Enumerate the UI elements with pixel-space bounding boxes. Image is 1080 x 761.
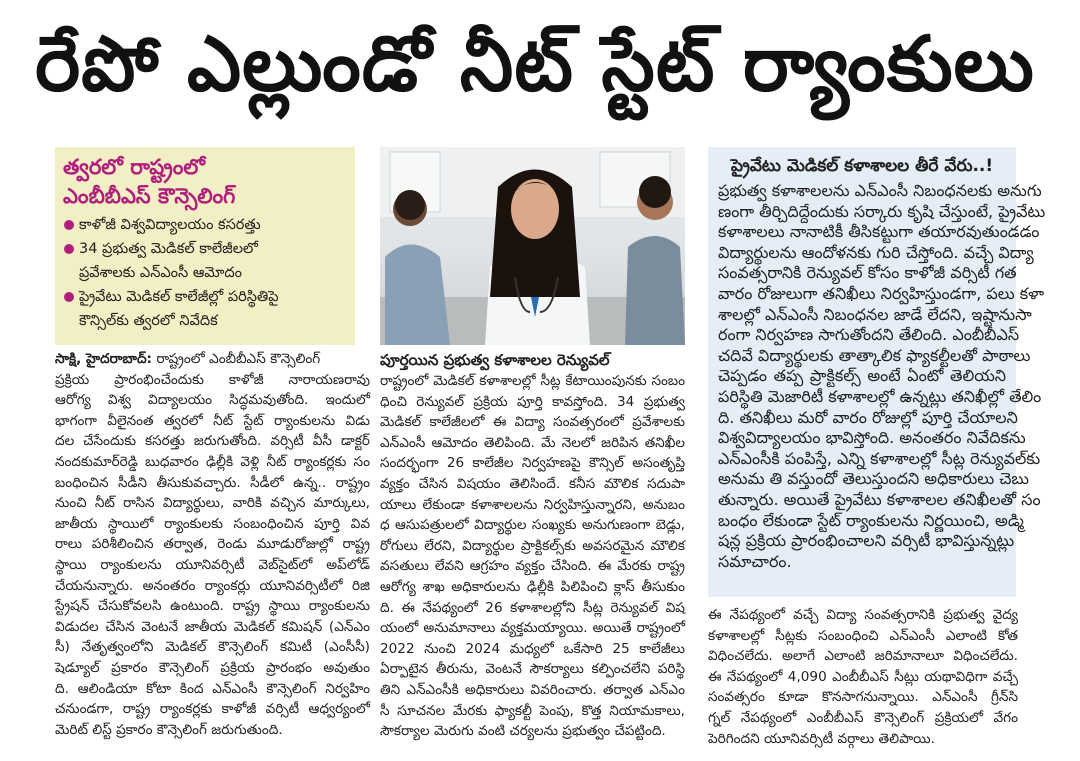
sidebar-title: ప్రైవేటు మెడికల్ కళాశాలల తీరే వేరు..! xyxy=(730,156,994,176)
text-line: ఆరోగ్య విశ్వ విద్యాలయం సిద్ధమవుతోంది. ఇందులో xyxy=(55,392,370,409)
text-line: పెరిగిందని యూనివర్సిటీ వర్గాలు తెలిపాయి. xyxy=(708,730,935,747)
text-line: స్ట్రేషన్ చేసుకోవలసి ఉంటుంది. రాష్ట్ర స్థాయి ర్యాంకులను xyxy=(55,598,370,615)
text-line: 2022 నుంచి 2024 మధ్యలో ఒకేసారి 25 కాలేజీలు xyxy=(380,640,685,657)
text-line: సంవత్సరానికి రెన్యువల్ కోసం కాళోజీ వర్సిటీ గత xyxy=(718,263,1017,283)
text-line: ది. తనిఖీలు మరో వారం రోజుల్లో పూర్తి చేయాలని xyxy=(718,407,1018,427)
text-line: స్థాయి ర్యాంకులను యూనివర్సిటీ వెబ్‌సైట్‌లో అప్‌లోడ్ xyxy=(55,556,370,573)
text-line: గ్నల్ నేపథ్యంలో ఎంబీబీఎస్ కౌన్సెలింగ్ ప్రక్రియలో వేగం xyxy=(708,709,1018,726)
text-line: వ్యక్తం చేసిన విషయం తెలిసిందే. కనీస మౌలిక సదుపా xyxy=(380,475,685,492)
highlight-bullet-text: కాళోజీ విశ్వవిద్యాలయం కసరత్తు xyxy=(79,217,261,233)
dateline: సాక్షి, హైదరాబాద్: xyxy=(55,351,152,367)
highlight-bullet-line xyxy=(63,213,347,237)
text-line: సౌకర్యాల మెరుగు వంటి చర్యలను ప్రభుత్వం చేపట్టింది. xyxy=(380,723,666,740)
text-line: కళాశాలలు నానాటికీ తీసికట్టుగా తయారవుతుండడం xyxy=(718,222,1040,242)
highlight-bullet-text: కౌన్సిల్‌కు త్వరలో నివేదిక xyxy=(79,313,218,329)
text-line: ధ ఆసుపత్రులలో విద్యార్థుల సంఖ్యకు అనుగుణంగా బెడ్లు, xyxy=(380,517,685,534)
text-line: యాలు లేకుండా కళాశాలలను నిర్వహిస్తున్నారని, అనుబం xyxy=(380,496,685,513)
text-line: పరిస్థితి మెజారిటీ కళాశాలల్లో ఉన్నట్లు తనిఖీల్లో తేలిం xyxy=(718,386,1042,406)
highlight-bullet-line xyxy=(63,237,347,261)
text-line: తిని ఎన్‌ఎంసీకి అధికారులు వివరించారు. తర్వాత ఎన్‌ఎం xyxy=(380,681,685,698)
text-line: సీ) నేతృత్వంలోని మెడికల్ కౌన్సెలింగ్ కమిటీ (ఎంసీసీ) xyxy=(55,639,370,656)
text-line: చనుండగా, రాష్ట్ర ర్యాంకర్లకు కాళోజీ వర్సిటీ ఆధ్వర్యంలో xyxy=(55,701,370,718)
text-line: తున్నారు. అయితే ప్రైవేటు కళాశాలల తనిఖీలతో సం xyxy=(718,489,1041,509)
text-line: ఈ నేపథ్యంలో వచ్చే విద్యా సంవత్సరానికి ప్రభుత్వ వైద్య xyxy=(708,607,1018,623)
text-line: ఏర్పాటైన తీరును, వెంటనే సౌకర్యాలు కల్పించలేని పరిస్థి xyxy=(380,661,685,678)
text-line: మెడికల్ కాలేజీలలో ఈ విద్యా సంవత్సరంలో ప్రవేశాలకు xyxy=(380,414,685,431)
text-line: రాష్ట్రంలో మెడికల్ కళాశాలల్లో సీట్ల కేటాయింపునకు సంబం xyxy=(380,373,685,389)
text-line: నందకుమార్‌రెడ్డి బుధవారం ఢిల్లీకి వెళ్లి నీట్ ర్యాంకర్లకు సం xyxy=(55,453,370,470)
text-line: షన్ల ప్రక్రియ ప్రారంభించాలని వర్సిటీ భావిస్తున్నట్లు xyxy=(718,531,1015,551)
highlights-title-line1: త్వరలో రాష్ట్రంలో xyxy=(63,155,205,179)
private-colleges-sidebar xyxy=(708,147,1046,597)
middle-subheading: పూర్తయిన ప్రభుత్వ కళాశాలల రెన్యువల్ xyxy=(380,351,610,369)
students-photo-illustration xyxy=(380,147,685,345)
bullet-dot-icon xyxy=(64,220,74,230)
highlights-box xyxy=(55,147,355,345)
text-line: బంధం లేకుండా స్టేట్ ర్యాంకులను నిర్ణయించి, అడ్మి xyxy=(718,510,1024,530)
text-line: చేయనున్నారు. అనంతరం ర్యాంకర్లు యూనివర్సిటీలో రిజి xyxy=(55,577,370,594)
text-line: రాలు పరిశీలించిన తర్వాత, రెండు మూడురోజుల్లో రాష్ట్ర xyxy=(55,536,370,553)
text-line: షెడ్యూల్ ప్రకారం కౌన్సెలింగ్ ప్రక్రియ ప్రారంభం అవుతుం xyxy=(55,659,370,676)
text-line: ప్రక్రియ ప్రారంభించేందుకు కాళోజీ నారాయణరావు xyxy=(55,371,370,388)
text-line: సమాచారం. xyxy=(718,551,792,571)
text-line: జాతీయ స్థాయిలో ర్యాంకులకు సంబంధించిన పూర్తి వివ xyxy=(55,515,370,532)
text-line: విద్యార్థులను ఆందోళనకు గురి చేస్తోంది. వచ్చే విద్యా xyxy=(718,242,1034,262)
text-line: రంగా నిర్వహణ సాగుతోందని తేలింది. ఎంబీబీఎస్ xyxy=(718,325,1020,345)
text-line: సంవత్సరం కూడా కొనసాగనున్నాయి. ఎన్‌ఎంసీ గ్రీన్‌సి xyxy=(708,689,1018,706)
text-line: ఈ నేపథ్యంలో 4,090 ఎంబీబీఎస్ సీట్లు యథావిధిగా వచ్చే xyxy=(708,668,1018,685)
text-line: చెప్పడం తప్ప ప్రాక్టికల్స్ అంటే ఏంటో తెలియని xyxy=(718,366,1006,386)
highlights-title-line2: ఎంబీబీఎస్ కౌన్సెలింగ్ xyxy=(63,184,236,208)
text-line: చదివే విద్యార్థులకు తాత్కాలిక ఫ్యాకల్టీలతో పాఠాలు xyxy=(718,345,1031,365)
text-line: ఎన్‌ఎంసీ ఆమోదం తెలిపింది. మే నెలలో జరిపిన తనిఖీల xyxy=(380,434,685,451)
text-line: శాలల్లో ఎన్‌ఎంసీ నిబంధనల జాడే లేదని, ఇష్టానుసా xyxy=(718,304,1032,324)
highlight-bullet-line xyxy=(63,309,347,333)
text-line: మెరిట్ లిస్ట్ ప్రకారం కౌన్సెలింగ్ జరుగుతుంది. xyxy=(55,721,283,738)
text-line: బంధించిన సీడీని తీసుకువచ్చారు. సీడీలో ఉన్న.. రాష్ట్రం xyxy=(55,474,370,491)
text-line: విధించలేదు. అలాగే ఎలాంటి జరిమానాలూ విధించలేదు. xyxy=(708,648,1018,665)
highlight-bullet-text: 34 ప్రభుత్వ మెడికల్ కాలేజీలలో xyxy=(79,241,258,257)
text-line: సందర్భంగా 26 కాలేజీల నిర్వహణపై కౌన్సిల్ అసంతృప్తి xyxy=(380,455,685,472)
text-line: వసతులు లేవని ఆగ్రహం వ్యక్తం చేసింది. ఈ మేరకు రాష్ట్ర xyxy=(380,558,685,575)
right-bottom-column xyxy=(708,605,1018,749)
text-line: ధించి రెన్యువల్ ప్రక్రియ పూర్తి కావస్తోంది. 34 ప్రభుత్వ xyxy=(380,393,685,410)
text-line: విడుదల చేసిన వెంటనే జాతీయ మెడికల్ కమిషన్ (ఎన్‌ఎం xyxy=(55,618,370,635)
text-line: ణంగా తీర్చిదిద్దేందుకు సర్కారు కృషి చేస్తుంటే, ప్రైవేటు xyxy=(718,201,1046,221)
highlight-bullet-line xyxy=(63,285,347,309)
text-line: నుంచి నీట్ రాసిన విద్యార్థులు, వారికి వచ్చిన మార్కులు, xyxy=(55,495,370,512)
headline: రేపో ఎల్లుండో నీట్ స్టేట్ ర్యాంకులు xyxy=(35,19,1035,108)
text-line: ఎన్‌ఎంసీకి పంపిస్తే, ఎన్ని కళాశాలల్లో సీట్ల రెన్యువల్‌కు xyxy=(718,448,1041,468)
text-line: విశ్వవిద్యాలయం భావిస్తోంది. అనంతరం నివేదికను xyxy=(718,428,1026,448)
text-line: కళాశాలల్లో సీట్లకు సంబంధించి ఎన్‌ఎంసీ ఎలాంటి కోత xyxy=(708,627,1018,644)
highlight-bullet-text: ప్రవేశాలకు ఎన్‌ఎంసీ ఆమోదం xyxy=(79,265,242,281)
left-article-column xyxy=(55,349,370,740)
highlights-list xyxy=(63,213,347,333)
text-line: యంలో అనుమానాలు వ్యక్తమయ్యాయి. అయితే రాష్ట్రంలో xyxy=(380,620,685,637)
text-line: భాగంగా వీలైనంత త్వరలో నీట్ స్టేట్ ర్యాంకులను విడు xyxy=(55,412,370,429)
text-line xyxy=(55,349,370,370)
middle-article-column xyxy=(380,349,685,742)
text-line: ది. ఈ నేపథ్యంలో 26 కళాశాలల్లోని సీట్ల రెన్యువల్ విష xyxy=(380,599,685,616)
text-line: దల చేసేందుకు కసరత్తు జరుగుతోంది. వర్సిటీ వీసీ డాక్టర్ xyxy=(55,433,370,450)
highlight-bullet-text: ప్రైవేటు మెడికల్ కాలేజీల్లో పరిస్థితిపై xyxy=(79,289,279,305)
bullet-dot-icon xyxy=(64,244,74,254)
text-line-content: రాష్ట్రంలో ఎంబీబీఎస్ కౌన్సెలింగ్ xyxy=(152,351,321,367)
highlight-bullet-line xyxy=(63,261,347,285)
text-line: ఆరోగ్య శాఖ అధికారులను ఢిల్లీకి పిలిపించి క్లాస్ తీసుకుం xyxy=(380,578,685,595)
text-line: ప్రభుత్వ కళాశాలలను ఎన్‌ఎంసీ నిబంధనలకు అనుగు xyxy=(718,181,1042,200)
bullet-dot-icon xyxy=(64,292,74,302)
text-line: ది. ఆలిండియా కోటా కింద ఎన్‌ఎంసీ కౌన్సెలింగ్ నిర్వహిం xyxy=(55,680,370,697)
text-line: అనుమ తి వస్తుందో తెలుస్తుందని అధికారులు చెబు xyxy=(718,469,1029,489)
text-line: రోగులు లేరని, విద్యార్థుల ప్రాక్టికల్స్‌కు అవసరమైన మౌలిక xyxy=(380,537,685,554)
text-line: వారం రోజులుగా తనిఖీలు నిర్వహిస్తుండగా, పలు కళా xyxy=(718,283,1045,303)
text-line: సీ సూచనల మేరకు ఫ్యాకల్టీ పెంపు, కొత్త నియామకాలు, xyxy=(380,702,685,719)
article-photo xyxy=(380,147,685,345)
